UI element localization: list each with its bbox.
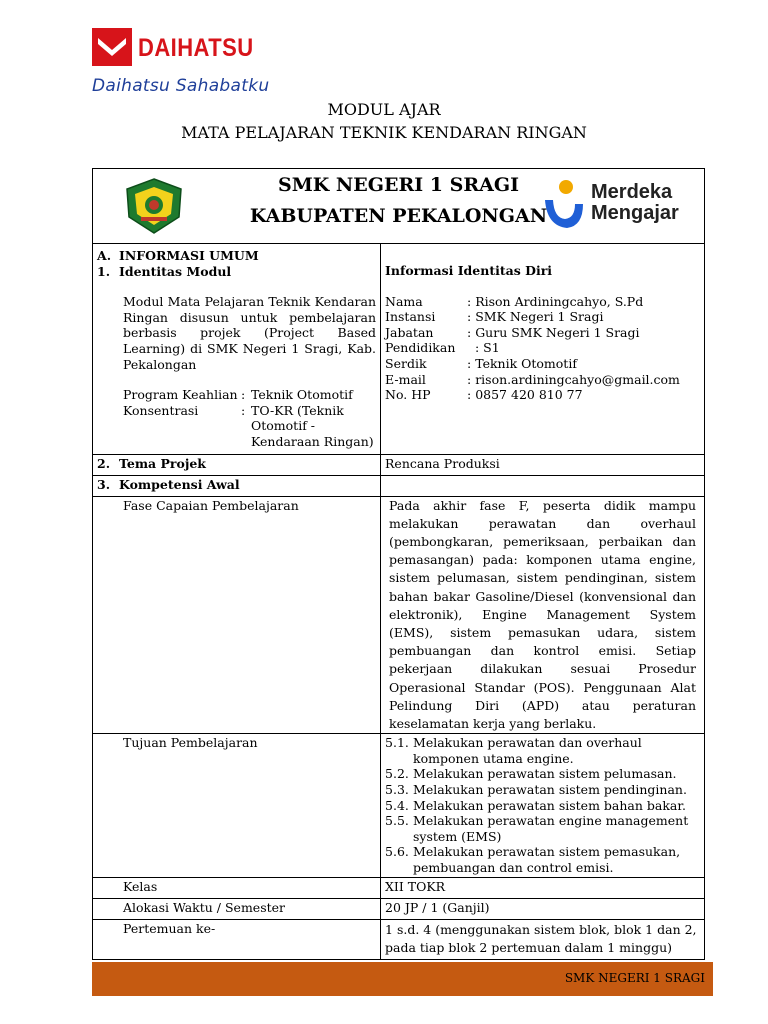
tema-value: Rencana Produksi	[381, 454, 705, 475]
tujuan-text: Melakukan perawatan engine management system (EMS)	[413, 813, 689, 844]
program-label: Program Keahlian	[123, 387, 238, 403]
identitas-row	[385, 340, 700, 356]
tujuan-number: 5.6.	[385, 844, 409, 860]
fase-label: Fase Capaian Pembelajaran	[123, 497, 299, 513]
identitas-row	[385, 294, 700, 310]
tujuan-number: 5.5.	[385, 813, 409, 829]
subsection-number: 1.	[97, 263, 111, 279]
alokasi-label-cell	[93, 898, 381, 919]
tujuan-number: 5.1.	[385, 735, 409, 751]
module-table	[92, 168, 705, 960]
tema-label: Tema Projek	[119, 455, 206, 471]
identitas-label: E-mail	[385, 371, 426, 387]
footer-bar	[92, 962, 713, 996]
alokasi-value: 20 JP / 1 (Ganjil)	[381, 898, 705, 919]
konsentrasi-value: TO-KR (Teknik Otomotif - Kendaraan Ringan)	[251, 402, 374, 449]
program-value: Teknik Otomotif	[251, 387, 353, 403]
identitas-value: : SMK Negeri 1 Sragi	[467, 309, 604, 325]
pertemuan-label-cell	[93, 919, 381, 959]
tema-number: 2.	[97, 455, 111, 471]
section-title: INFORMASI UMUM	[119, 248, 259, 263]
identitas-label: No. HP	[385, 387, 431, 403]
pertemuan-label: Pertemuan ke-	[123, 920, 216, 936]
kompetensi-label: Kompetensi Awal	[119, 476, 240, 492]
alokasi-label: Alokasi Waktu / Semester	[123, 899, 286, 915]
tujuan-number: 5.4.	[385, 797, 409, 813]
section-letter: A.	[97, 248, 112, 263]
identitas-value: : Rison Ardiningcahyo, S.Pd	[467, 293, 644, 309]
tujuan-label: Tujuan Pembelajaran	[123, 735, 258, 751]
tujuan-number: 5.3.	[385, 781, 409, 797]
identitas-diri-cell	[381, 244, 705, 455]
kelas-value: XII TOKR	[381, 877, 705, 898]
identitas-row	[385, 372, 700, 388]
tujuan-text: Melakukan perawatan sistem pendinginan.	[413, 781, 687, 797]
school-region: KABUPATEN PEKALONGAN	[249, 205, 548, 227]
identitas-title: Informasi Identitas Diri	[385, 263, 553, 278]
list-item	[385, 782, 700, 798]
list-item	[385, 798, 700, 814]
list-item	[385, 766, 700, 782]
fase-value: Pada akhir fase F, peserta didik mampu melakukan perawatan dan overhaul (pembongkaran, pemeriksaan, perbaikan dan pemasangan) pada: komponen utama engine, sistem pelumasan, sistem pendinginan, sistem bahan bakar Gasoline/Diesel (konvensional dan elektronik), Engine Management System (EMS), sistem pemasukan udara, sistem pembuangan dan kontrol emisi. Setiap pekerjaan dilakukan sesuai Prosedur Operasional Standar (POS). Penggunaan Alat Pelindung Diri (APD) atau peraturan keselamatan kerja yang berlaku.	[381, 496, 705, 734]
identitas-label: Jabatan	[385, 324, 434, 340]
kompetensi-empty-cell	[381, 475, 705, 496]
list-item	[385, 844, 700, 875]
brand-name: DAIHATSU	[138, 34, 254, 62]
tujuan-text: Melakukan perawatan sistem pemasukan, pembuangan dan control emisi.	[413, 844, 681, 875]
identitas-value: : 0857 420 810 77	[467, 387, 583, 403]
tujuan-list	[381, 734, 705, 877]
tujuan-text: Melakukan perawatan sistem pelumasan.	[413, 766, 677, 782]
subsection-title: Identitas Modul	[119, 263, 232, 279]
tujuan-text: Melakukan perawatan dan overhaul komponen utama engine.	[413, 735, 642, 766]
document-title: MODUL AJAR	[327, 100, 441, 119]
fase-label-cell	[93, 496, 381, 734]
identitas-value: : rison.ardiningcahyo@gmail.com	[467, 371, 680, 387]
merdeka-mengajar-logo	[541, 178, 701, 238]
module-description: Modul Mata Pelajaran Teknik Kendaran Ringan disusun untuk pembelajaran berbasis projek (Project Based Learning) di SMK Negeri 1 Sragi, Kab. Pekalongan	[123, 294, 377, 372]
identitas-value: : Teknik Otomotif	[467, 355, 577, 371]
identitas-label: Serdik	[385, 355, 427, 371]
konsentrasi-colon: :	[241, 402, 246, 418]
list-item	[385, 813, 700, 844]
daihatsu-logo-icon	[92, 28, 132, 66]
merdeka-text: Merdeka	[591, 181, 673, 203]
kelas-label: Kelas	[123, 878, 158, 894]
brand-tagline: Daihatsu Sahabatku	[92, 76, 270, 96]
identitas-row	[385, 387, 700, 403]
kompetensi-number: 3.	[97, 476, 111, 492]
identitas-value: : Guru SMK Negeri 1 Sragi	[467, 324, 640, 340]
merdeka-mengajar-icon	[541, 178, 587, 232]
informasi-umum-cell	[93, 244, 381, 455]
identitas-value: : S1	[467, 340, 500, 356]
identitas-row	[385, 325, 700, 341]
konsentrasi-label: Konsentrasi	[123, 402, 199, 418]
identitas-row	[385, 356, 700, 372]
tujuan-label-cell	[93, 734, 381, 877]
tema-label-cell	[93, 454, 381, 475]
identitas-label: Instansi	[385, 309, 436, 325]
daihatsu-brand	[92, 28, 292, 108]
program-colon: :	[241, 387, 246, 403]
header-cell	[93, 169, 705, 244]
pertemuan-value: 1 s.d. 4 (menggunakan sistem blok, blok 1 dan 2, pada tiap blok 2 pertemuan dalam 1 minggu)	[381, 919, 705, 959]
tujuan-number: 5.2.	[385, 766, 409, 782]
school-name: SMK NEGERI 1 SRAGI	[278, 174, 519, 196]
footer-text: SMK NEGERI 1 SRAGI	[564, 971, 705, 985]
mengajar-text: Mengajar	[591, 202, 679, 224]
kompetensi-label-cell	[93, 475, 381, 496]
list-item	[385, 735, 700, 766]
document-subtitle: MATA PELAJARAN TEKNIK KENDARAN RINGAN	[181, 123, 587, 142]
identitas-label: Pendidikan	[385, 340, 456, 356]
kelas-label-cell	[93, 877, 381, 898]
tujuan-text: Melakukan perawatan sistem bahan bakar.	[413, 797, 686, 813]
identitas-label: Nama	[385, 293, 423, 309]
identitas-row	[385, 309, 700, 325]
